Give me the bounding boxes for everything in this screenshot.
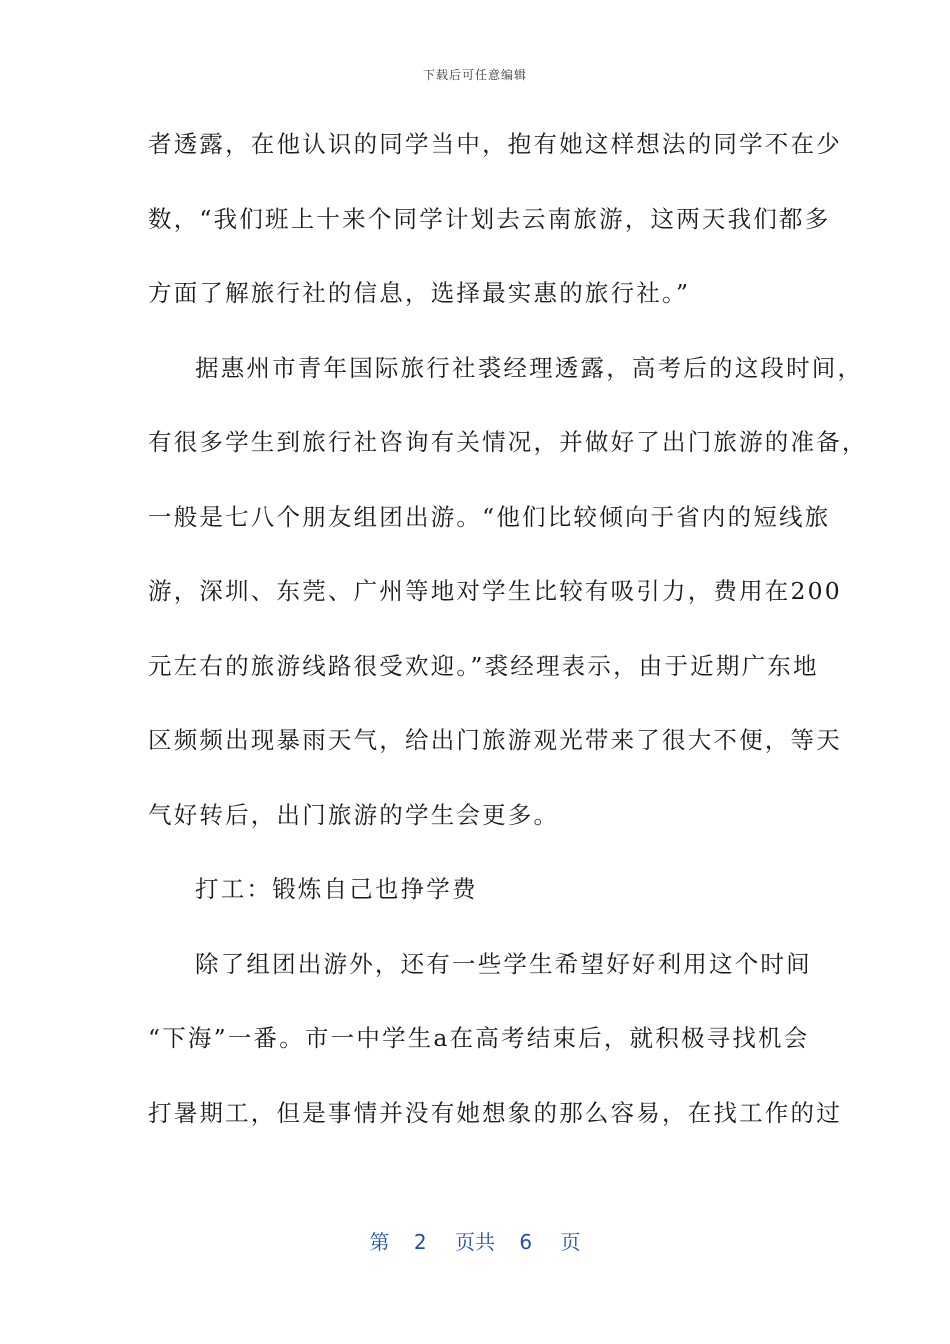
text-line: 气好转后，出门旅游的学生会更多。	[148, 800, 560, 829]
text-line: 一般是七八个朋友组团出游。“他们比较倾向于省内的短线旅	[148, 502, 831, 531]
section-heading: 打工：锻炼自己也挣学费	[195, 875, 478, 903]
page-number-footer	[0, 1226, 950, 1255]
paragraph-start-line: 除了组团出游外，还有一些学生希望好好利用这个时间	[195, 949, 812, 978]
text-line: 方面了解旅行社的信息，选择最实惠的旅行社。”	[148, 279, 691, 307]
text-line: 者透露，在他认识的同学当中，抱有她这样想法的同学不在少	[148, 130, 842, 158]
text-line: 元左右的旅游线路很受欢迎。”裘经理表示，由于近期广东地	[148, 651, 819, 680]
text-line: 有很多学生到旅行社咨询有关情况，并做好了出门旅游的准备，	[148, 428, 868, 456]
text-line: 打暑期工，但是事情并没有她想象的那么容易，在找工作的过	[148, 1098, 842, 1127]
page-label-suffix: 页	[560, 1230, 581, 1254]
text-line: “下海”一番。市一中学生a在高考结束后，就积极寻找机会	[148, 1024, 810, 1052]
document-body	[148, 118, 868, 1161]
total-pages-number: 6	[519, 1230, 533, 1254]
page-label-mid: 页共	[455, 1230, 495, 1254]
current-page-number: 2	[413, 1230, 427, 1254]
text-line: 数，“我们班上十来个同学计划去云南旅游，这两天我们都多	[148, 204, 831, 233]
text-line: 游，深圳、东莞、广州等地对学生比较有吸引力，费用在200	[148, 577, 842, 605]
text-line: 区频频出现暴雨天气，给出门旅游观光带来了很大不便，等天	[148, 726, 842, 754]
page-header-note: 下载后可任意编辑	[422, 68, 527, 82]
paragraph-start-line: 据惠州市青年国际旅行社裘经理透露，高考后的这段时间，	[195, 353, 864, 382]
page-label-prefix: 第	[369, 1230, 390, 1254]
